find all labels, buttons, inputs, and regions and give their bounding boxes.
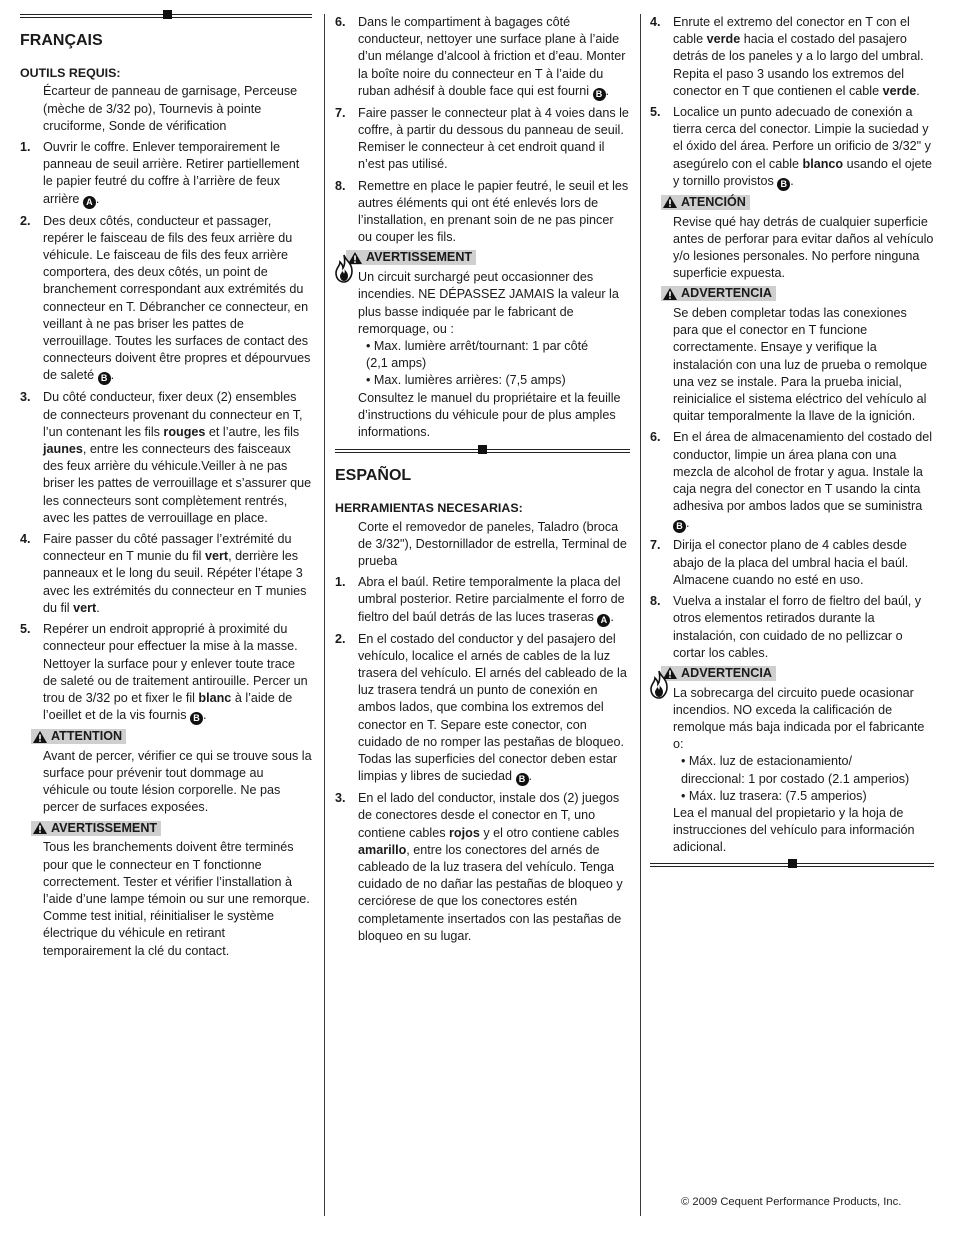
- step-4: 4. Faire passer du côté passager l’extrémité du connecteur en T munie du fil vert, derrière les panneaux et le long du seuil. Répéter l’étape 3 avec les extrémités du connecteur en T munies du fil vert.: [20, 532, 307, 615]
- tools-text: Corte el removedor de paneles, Taladro (broca de 3/32"), Destornillador de estrella, Terminal de prueba: [358, 519, 627, 568]
- warning-text: Se deben completar todas las conexiones para que el conector en T funcione correctamente. Ensaye y verifique la instalación con una luz de prueba o remolque una vez se instale. Para la prueba inicial, reinicialice el sistema eléctrico del vehículo al quitar temporalmente la llave de la ignición.: [673, 306, 928, 424]
- step-1: 1. Abra el baúl. Retire temporalmente la placa del umbral posterior. Retire parcialmente el forro de fieltro del baúl detrás de las luces traseras A .: [335, 575, 625, 625]
- copyright-notice: © 2009 Cequent Performance Products, Inc.: [681, 1196, 902, 1208]
- attention-text: Revise qué hay detrás de cualquier superficie antes de perforar para evitar daños al vehículo y/o lesiones personales. No perfore ninguna superficie expuesta.: [673, 214, 934, 281]
- tools-title: OUTILS REQUIS:: [20, 66, 121, 81]
- fire-hazard-icon: [648, 670, 670, 700]
- warning-block: [20, 821, 312, 960]
- step-3: 3. En el lado del conductor, instale dos (2) juegos de conectores desde el conector en T, uno contiene cables rojos y el otro contiene cables amarillo, entre los conectores del arnés de cableado de la luz trasera del vehículo. Tenga cuidado de no dañar las pestañas de bloqueo y cerciórese de que los conectores estén completamente insertados con las pestañas de bloqueo en su lugar.: [335, 791, 623, 943]
- warning-label: ADVERTENCIA: [681, 286, 772, 301]
- attention-block: [20, 729, 312, 817]
- step-6: 6. Dans le compartiment à bagages côté conducteur, nettoyer une surface plane à l’aide d’un mélange d’alcool à friction et d’eau. Monter la boîte noire du connecteur en T à l’aide du ruban adhésif à double face qui est fourni B .: [335, 15, 626, 99]
- attention-text: Avant de percer, vérifier ce qui se trouve sous la surface pour prévenir tout dommage au véhicule ou toute lésion corporelle. Ne pas percer de surfaces exposées.: [43, 748, 312, 815]
- tools-title: HERRAMIENTAS NECESARIAS:: [335, 501, 523, 516]
- section-rule: [20, 14, 312, 18]
- column-french-1: [20, 14, 312, 964]
- warning-label: AVERTISSEMENT: [366, 250, 473, 265]
- tools-text: Écarteur de panneau de garnisage, Perceuse (mèche de 3/32 po), Tournevis à pointe cruciforme, Sonde de vérification: [43, 84, 298, 133]
- column-divider-left: [324, 14, 325, 1216]
- warning-block: [650, 286, 934, 425]
- section-rule: [335, 449, 630, 453]
- step-1: 1. Ouvrir le coffre. Enlever temporairement le panneau de seuil arrière. Retirer partiellement le papier feutré du coffre à l’arrière de feux arrière A .: [20, 140, 300, 207]
- step-2: 2. Des deux côtés, conducteur et passager, repérer le faisceau de fils des feux arrière du véhicule. Le faisceau de fils des feux arrière comportera, des deux côtés, un point de branchement correspondant aux extrémités du connecteur en T. Débrancher ce connecteur, en veillant à ne pas briser les pattes de verrouillage. Toutes les surfaces de contact des connecteurs doivent être propres et dépourvues de saleté B .: [20, 213, 311, 384]
- step-7: 7. Dirija el conector plano de 4 cables desde abajo de la placa del umbral hacia el baúl. Almacene cuando no esté en uso.: [650, 538, 909, 587]
- fire-warning-block: AVERTISSEMENT Un circuit surchargé peut occasionner des incendies. NE DÉPASSEZ JAMAIS la valeur la plus basse indiquée par le fabricant de remorquage, ou : • Max. lumière arrêt/tournant: 1 par côté (2,1 amps) • Max. lumières arrières: (7,5 amps) Consultez le manuel du propriétaire et la feuille d’instructions du véhicule pour de plus amples informations.: [335, 250, 630, 441]
- step-7: 7. Faire passer le connecteur plat à 4 voies dans le coffre, à partir du dessous du panneau de seuil. Remiser le connecteur à cet endroit quand il n’est pas utilisé.: [335, 105, 629, 172]
- warning-triangle-icon: [33, 822, 47, 834]
- step-5: 5. Localice un punto adecuado de conexión a tierra cerca del conector. Limpie la suciedad y el óxido del área. Perfore un orificio de 3/32" y asegúrelo con el cable blanco usando el ojete y tornillo provistos B .: [650, 105, 933, 189]
- figure-ref-icon: B: [516, 773, 529, 786]
- warning-triangle-icon: [33, 731, 47, 743]
- warning-label: ADVERTENCIA: [681, 665, 772, 680]
- warning-text: La sobrecarga del circuito puede ocasionar incendios. NO exceda la calificación de remolque más baja indicada por el fabricante o:: [673, 685, 925, 752]
- figure-ref-icon: A: [597, 614, 610, 627]
- fire-warning-block: ADVERTENCIA La sobrecarga del circuito puede ocasionar incendios. NO exceda la calificación de remolque más baja indicada por el fabricante o: • Máx. luz de estacionamiento/ direccional: 1 por costado (2.1 amperios) • Máx. luz trasera: (7.5 amperios) Lea el manual del propietario y la hoja de instrucciones del vehículo para información adicional.: [650, 666, 934, 857]
- attention-label: ATTENTION: [51, 729, 123, 744]
- step-8: 8. Remettre en place le papier feutré, le seuil et les autres éléments qui ont été enlevés lors de l’installation, en prenant soin de ne pas pincer ou couper les fils.: [335, 178, 629, 245]
- column-french-2: [335, 14, 630, 949]
- warning-text: Tous les branchements doivent être terminés pour que le connecteur en T fonctionne correctement. Tester et vérifier l’installation à l’aide d’une lampe témoin ou sur une remorque. Comme test initial, réinitialiser le système électrique du véhicule en retirant temporairement la clé du contact.: [43, 840, 310, 958]
- figure-ref-icon: A: [83, 196, 96, 209]
- step-4: 4. Enrute el extremo del conector en T con el cable verde hacia el costado del pasajero detrás de los paneles y a lo largo del umbral. Repita el paso 3 usando los extremos del conector en T que contienen el cable verde.: [650, 15, 924, 98]
- section-title-french: FRANÇAIS: [20, 32, 103, 49]
- attention-block: [650, 195, 934, 283]
- column-spanish-2: [650, 14, 934, 867]
- step-2: 2. En el costado del conductor y del pasajero del vehículo, localice el arnés de cables de la luz trasera del vehículo. El arnés del cableado de la luz trasera tendrá un punto de conexión en ambos lados, que combina los extremos del conector en T. Separe este conector, con cuidado de no romper las pestañas de bloqueo. Todas las superficies del conector deben estar limpias y libres de suciedad B .: [335, 631, 627, 785]
- figure-ref-icon: B: [593, 88, 606, 101]
- warning-text: Un circuit surchargé peut occasionner des incendies. NE DÉPASSEZ JAMAIS la valeur la plus basse indiquée par le fabricant de remorquage, ou :: [358, 270, 619, 336]
- column-divider-right: [640, 14, 641, 1216]
- step-3: 3. Du côté conducteur, fixer deux (2) ensembles de connecteurs provenant du connecteur en T, l’un contenant les fils rouges et l’autre, les fils jaunes, entre les connecteurs des faisceaux des feux arrière du véhicule.Veiller à ne pas briser les pattes de verrouillage et s’assurer que les connecteurs sont complètement rentrés, avec les pattes de verrouillage en place.: [20, 390, 312, 525]
- section-title-spanish: ESPAÑOL: [335, 467, 412, 485]
- step-6: 6. En el área de almacenamiento del costado del conductor, limpie un área plana con una mezcla de alcohol de frotar y agua. Instale la caja negra del conector en T usando la cinta adhesiva por ambos lados que se suministra B .: [650, 430, 933, 532]
- figure-ref-icon: B: [190, 712, 203, 725]
- figure-ref-icon: B: [98, 372, 111, 385]
- attention-label: ATENCIÓN: [681, 194, 746, 209]
- step-5: 5. Repérer un endroit approprié à proximité du connecteur pour effectuer la mise à la masse. Nettoyer la surface pour y enlever toute trace de saleté ou de traitement antirouille. Percer un trou de 3/32 po et fixer le fil blanc à l’aide de l’oeillet et de la vis fournis B .: [20, 622, 308, 724]
- figure-ref-icon: B: [777, 178, 790, 191]
- fire-hazard-icon: [333, 254, 355, 284]
- warning-triangle-icon: [663, 196, 677, 208]
- warning-triangle-icon: [663, 288, 677, 300]
- step-8: 8. Vuelva a instalar el forro de fieltro del baúl, y otros elementos retirados durante la instalación, con cuidado de no pellizcar o cortar los cables.: [650, 594, 922, 660]
- section-rule: [650, 863, 934, 867]
- warning-label: AVERTISSEMENT: [51, 820, 158, 835]
- figure-ref-icon: B: [673, 520, 686, 533]
